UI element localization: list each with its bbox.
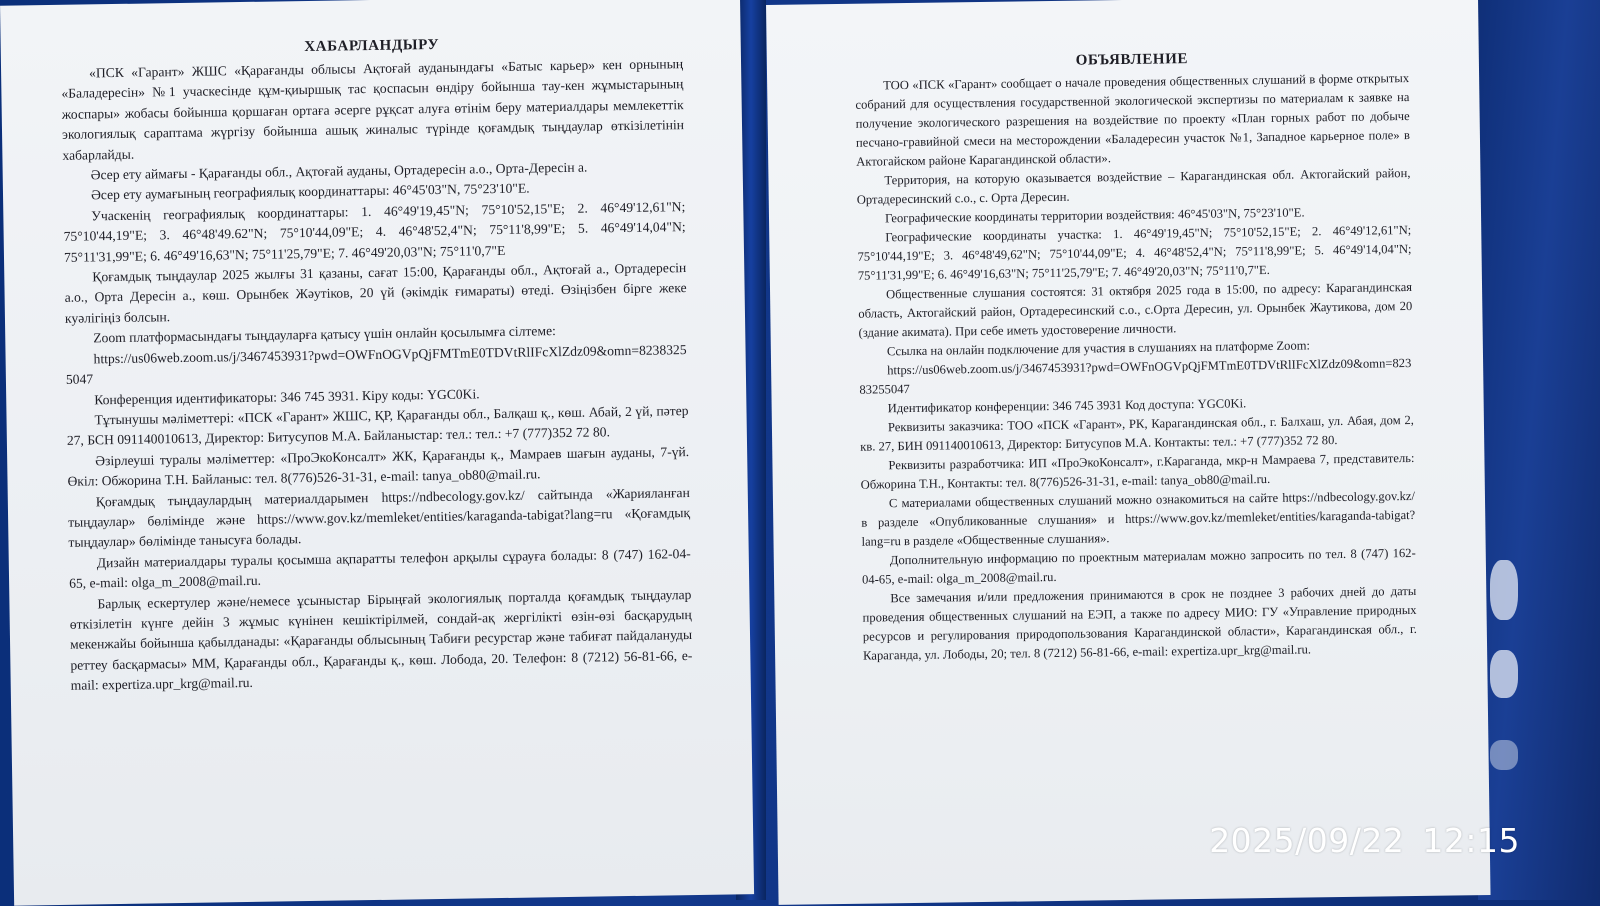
notice-sheet-russian [766,0,1490,905]
notice-paragraph: Әзірлеуші туралы мәліметтер: «ПроЭкоКонсалт» ЖК, Қарағанды қ., Мамраев шағын ауданы, 7-үй. Өкіл: Обжорина Т.Н. Байланыс: тел. 8(776)526-31-31, e-mail: tanya_ob80@mail.ru. [67,443,690,489]
notice-paragraph: ТОО «ПСК «Гарант» сообщает о начале проведения общественных слушаний в форме открытых собраний для осуществления государственной экологической экспертизы по материалам к заявке на получение экологического разрешения на воздействие по проекту «План горных работ по добыче песчано-гравийной смеси на месторождении «Баладересин участок №1, Западное карьерное поле» в Актогайском районе Карагандинской области». [855,70,1411,169]
notice-paragraph: Дизайн материалдары туралы қосымша ақпаратты телефон арқылы сұрауға болады: 8 (747) 162-04-65, e-mail: olga_m_2008@mail.ru. [69,545,691,591]
glare-spot [1490,560,1518,620]
notice-paragraph: Учаскенің географиялық координаттары: 1. 46°49'19,45"N; 75°10'52,15"E; 2. 46°49'12,61"N; 75°10'44,19"E; 3. 46°48'49.62"N; 75°10'44,09"E; 4. 46°48'52,4"N; 75°11'8,99"E; 5. 46°49'14,04"N; 75°11'31,99"E; 6. 46°49'16,63"N; 75°11'25,79"E; 7. 46°49'20,03"N; 75°11'0,7"E [63,198,686,265]
notice-paragraph: Все замечания и/или предложения принимаются в срок не позднее 3 рабочих дней до даты проведения общественных слушаний на ЕЭП, а также по адресу МИО: ГУ «Управление природных ресурсов и регулирования природопользования Карагандинской области», Карагандинская обл., г. Караганда, ул. Лободы, 20; тел. 8 (7212) 56-81-66, e-mail: expertiza.upr_krg@mail.ru. [862,583,1417,663]
notice-paragraph: Конференция идентификаторы: 346 745 3931. Кіру коды: YGC0Ki. [94,385,480,407]
notice-paragraph: Әсер ету аймағы - Қарағанды обл., Ақтоғай ауданы, Ортадересін а.о., Орта-Дересін а. [90,159,588,183]
notice-paragraph: Идентификатор конференции: 346 745 3931 Код доступа: YGC0Ki. [887,396,1247,416]
notice-paragraph: Ссылка на онлайн подключение для участия в слушаниях на платформе Zoom: [886,338,1311,359]
notice-paragraph: Общественные слушания состоятся: 31 октября 2025 года в 15:00, по адресу: Карагандинская область, Актогайский район, Ортадересинский с.о., с.Орта Дересин, ул. Орынбек Жаутикова, дом 20 (здание акимата). При себе иметь удостоверение личности. [858,279,1413,340]
zoom-link: https://us06web.zoom.us/j/3467453931?pwd=OWFnOGVpQjFMTmE0TDVtRlIFcXlZdz09&omn=82383255047 [65,341,687,387]
notice-paragraph: Реквизиты заказчика: ТОО «ПСК «Гарант», РК, Карагандинская обл., г. Балхаш, ул. Абая, дом 2, кв. 27, БИН 091140010613, Директор: Битусупов М.А. Контакты: тел.: +7 (777)352 72 80. [860,412,1414,454]
zoom-link: https://us06web.zoom.us/j/3467453931?pwd=OWFnOGVpQjFMTmE0TDVtRlIFcXlZdz09&omn=82383255047 [859,355,1412,397]
notice-paragraph: Қоғамдық тыңдаулардың материалдарымен https://ndbecology.gov.kz/ сайтында «Жарияланған тыңдаулар» бөлімінде және https://www.gov.kz/memleket/entities/karaganda-tabigat?lang=ru «Қоғамдық тыңдаулар» бөлімінде танысуға болады. [68,484,691,551]
notice-paragraph: Әсер ету аумағының географиялық координаттары: 46°45'03"N, 75°23'10"E. [90,180,530,203]
notice-paragraph: Zoom платформасындағы тыңдауларға қатысу үшін онлайн қосылымға сілтеме: [93,323,556,346]
glare-spot [1490,740,1518,770]
notice-paragraph: Дополнительную информацию по проектным материалам можно запросить по тел. 8 (747) 162-04-65, e-mail: olga_m_2008@mail.ru. [861,545,1416,587]
timestamp-date: 2025/09/22 [1209,821,1405,860]
glare-spot [1490,650,1518,698]
notice-paragraph: «ПСК «Гарант» ЖШС «Қарағанды облысы Ақтоғай ауданындағы «Батыс карьер» кен орнының «Баладересін» №1 учаскесінде құм-қиыршық тас қоспасын өндіру бойынша тау-кен жұмыстарының жоспары» жобасы бойынша қоршаған ортаға әсерге рұқсат алуға өтінім беру материалдары мемлекеттік экологиялық сараптама жүргізу бойынша ашық жиналыс түрінде қоғамдық тыңдаулар өткізілетінін хабарлайды. [61,56,685,163]
notice-paragraph: Тұтынушы мәліметтері: «ПСК «Гарант» ЖШС, ҚР, Қарағанды обл., Балқаш қ., көш. Абай, 2 үй, пәтер 27, БСН 091140010613, Директор: Битусупов М.А. Байланыстар: тел.: тел.: +7 (777)352 72 80. [66,402,689,449]
notice-paragraph: Географические координаты участка: 1. 46°49'19,45"N; 75°10'52,15"E; 2. 46°49'12,61"N; 75°10'44,19"E; 3. 46°48'49,62"N; 75°10'44,09"E; 4. 46°48'52,4"N; 75°11'8,99"E; 5. 46°49'14,04"N; 75°11'31,99"E; 6. 46°49'16,63"N; 75°11'25,79"E; 7. 46°49'20,03"N; 75°11'0,7"E. [857,222,1412,283]
notice-paragraph: Географические координаты территории воздействия: 46°45'03"N, 75°23'10"E. [884,205,1305,226]
notice-paragraph: Территория, на которую оказывается воздействие – Карагандинская обл. Актогайский район, Ортадересинский с.о., с. Орта Дересин. [856,165,1411,207]
notice-paragraph: С материалами общественных слушаний можно ознакомиться на сайте https://ndbecology.gov.kz/ в разделе «Опубликованные слушания» и https://www.gov.kz/memleket/entities/karaganda-tabigat?lang=ru в разделе «Общественные слушания». [861,488,1416,549]
notice-title: ОБЪЯВЛЕНИЕ [1075,51,1189,69]
notice-paragraph: Барлық ескертулер және/немесе ұсыныстар Бірыңғай экологиялық порталда қоғамдық тыңдаулар өткізілетін күнге дейін 3 жұмыс күнінен кешіктірілмей, сондай-ақ жергілікті өзін-өзі басқарудың мекенжайы бойынша қабылданады: «Қарағанды облысының Табиғи ресурстар және табиғат пайдалануды реттеу басқармасы» ММ, Қарағанды обл., Қарағанды қ., көш. Лобода, 20. Телефон: 8 (7212) 56-81-66, e-mail: expertiza.upr_krg@mail.ru. [69,586,693,693]
notice-title: ХАБАРЛАНДЫРУ [304,36,440,56]
notice-sheet-kazakh [0,0,754,906]
notice-paragraph: Қоғамдық тыңдаулар 2025 жылғы 31 қазаны, сағат 15:00, Қарағанды обл., Ақтоғай а., Ортадересін а.о., Орта Дересін а., көш. Орынбек Жәутіков, 20 үй (әкімдік ғимараты) өтеді. Өзіңізбен бірге жеке куәлігіңіз болсын. [64,260,687,326]
timestamp-time: 12:15 [1422,821,1520,860]
notice-paragraph: Реквизиты разработчика: ИП «ПроЭкоКонсалт», г.Караганда, мкр-н Мамраева 7, представитель: Обжорина Т.Н., Контакты: тел. 8(776)526-31-31, e-mail: tanya_ob80@mail.ru. [860,450,1415,492]
photo-timestamp [1209,821,1520,860]
